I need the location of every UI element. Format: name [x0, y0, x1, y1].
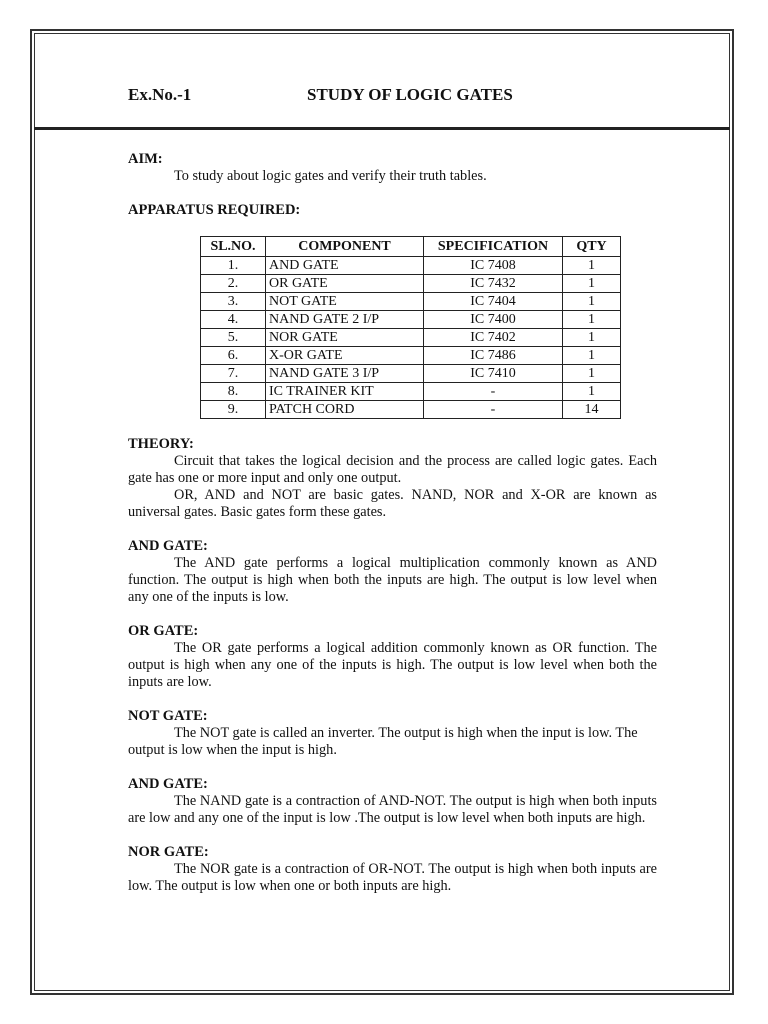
- nor-gate-heading: NOR GATE:: [128, 844, 209, 860]
- theory-paragraph-1: Circuit that takes the logical decision and the process are called logic gates. Each gate has one or more input and only one output.: [128, 453, 657, 486]
- column-header-specification: SPECIFICATION: [424, 237, 563, 257]
- cell-component: X-OR GATE: [266, 347, 424, 365]
- aim-section: [128, 151, 657, 185]
- cell-slno: 6.: [201, 347, 266, 365]
- nand-gate-heading: AND GATE:: [128, 776, 208, 792]
- cell-specification: IC 7400: [424, 311, 563, 329]
- cell-slno: 1.: [201, 257, 266, 275]
- page-title: STUDY OF LOGIC GATES: [307, 85, 513, 104]
- cell-qty: 14: [563, 401, 621, 419]
- cell-component: IC TRAINER KIT: [266, 383, 424, 401]
- cell-specification: IC 7408: [424, 257, 563, 275]
- cell-slno: 8.: [201, 383, 266, 401]
- cell-specification: -: [424, 383, 563, 401]
- theory-paragraph-2: OR, AND and NOT are basic gates. NAND, NOR and X-OR are known as universal gates. Basic gates form these gates.: [128, 487, 657, 520]
- aim-heading: AIM:: [128, 151, 163, 167]
- cell-slno: 3.: [201, 293, 266, 311]
- aim-text: To study about logic gates and verify their truth tables.: [174, 168, 487, 184]
- cell-component: NAND GATE 3 I/P: [266, 365, 424, 383]
- table-row: [201, 257, 621, 275]
- cell-specification: IC 7402: [424, 329, 563, 347]
- table-row: [201, 293, 621, 311]
- table-row: [201, 311, 621, 329]
- cell-component: AND GATE: [266, 257, 424, 275]
- column-header-slno: SL.NO.: [201, 237, 266, 257]
- cell-slno: 7.: [201, 365, 266, 383]
- cell-qty: 1: [563, 293, 621, 311]
- cell-specification: IC 7432: [424, 275, 563, 293]
- theory-heading: THEORY:: [128, 436, 194, 452]
- theory-section: [128, 436, 657, 521]
- cell-slno: 9.: [201, 401, 266, 419]
- not-gate-text: The NOT gate is called an inverter. The output is high when the input is low. The output is low when the input is high.: [128, 725, 638, 758]
- nor-gate-text: The NOR gate is a contraction of OR-NOT. The output is high when both inputs are low. The output is low when one or both inputs are high.: [128, 861, 657, 894]
- or-gate-heading: OR GATE:: [128, 623, 199, 639]
- column-header-qty: QTY: [563, 237, 621, 257]
- nor-gate-section: [128, 844, 657, 895]
- table-row: [201, 383, 621, 401]
- apparatus-heading: APPARATUS REQUIRED:: [128, 202, 301, 218]
- cell-component: NOT GATE: [266, 293, 424, 311]
- cell-slno: 5.: [201, 329, 266, 347]
- table-header-row: [201, 237, 621, 257]
- cell-qty: 1: [563, 275, 621, 293]
- table-row: [201, 329, 621, 347]
- cell-qty: 1: [563, 257, 621, 275]
- and-gate-text: The AND gate performs a logical multiplication commonly known as AND function. The output is high when both the inputs are high. The output is low level when any one of the inputs is low.: [128, 555, 657, 605]
- document-body: [128, 151, 657, 895]
- apparatus-table: [200, 236, 621, 419]
- cell-specification: IC 7404: [424, 293, 563, 311]
- cell-slno: 4.: [201, 311, 266, 329]
- table-row: [201, 365, 621, 383]
- and-gate-section: [128, 538, 657, 606]
- and-gate-heading: AND GATE:: [128, 538, 208, 554]
- apparatus-section: [128, 202, 657, 419]
- not-gate-section: [128, 708, 657, 759]
- cell-specification: -: [424, 401, 563, 419]
- exercise-number: Ex.No.-1: [128, 85, 192, 104]
- cell-qty: 1: [563, 365, 621, 383]
- cell-component: NAND GATE 2 I/P: [266, 311, 424, 329]
- not-gate-heading: NOT GATE:: [128, 708, 208, 724]
- table-row: [201, 275, 621, 293]
- cell-specification: IC 7486: [424, 347, 563, 365]
- nand-gate-section: [128, 776, 657, 827]
- table-row: [201, 347, 621, 365]
- column-header-component: COMPONENT: [266, 237, 424, 257]
- cell-component: NOR GATE: [266, 329, 424, 347]
- cell-component: PATCH CORD: [266, 401, 424, 419]
- cell-slno: 2.: [201, 275, 266, 293]
- header-divider: [34, 127, 730, 130]
- nand-gate-text: The NAND gate is a contraction of AND-NOT. The output is high when both inputs are low and any one of the input is low .The output is low level when both inputs are high.: [128, 793, 657, 826]
- or-gate-section: [128, 623, 657, 691]
- or-gate-text: The OR gate performs a logical addition commonly known as OR function. The output is high when any one of the inputs is high. The output is low level when both the inputs are low.: [128, 640, 657, 690]
- cell-qty: 1: [563, 311, 621, 329]
- table-row: [201, 401, 621, 419]
- cell-specification: IC 7410: [424, 365, 563, 383]
- cell-qty: 1: [563, 329, 621, 347]
- cell-component: OR GATE: [266, 275, 424, 293]
- cell-qty: 1: [563, 383, 621, 401]
- cell-qty: 1: [563, 347, 621, 365]
